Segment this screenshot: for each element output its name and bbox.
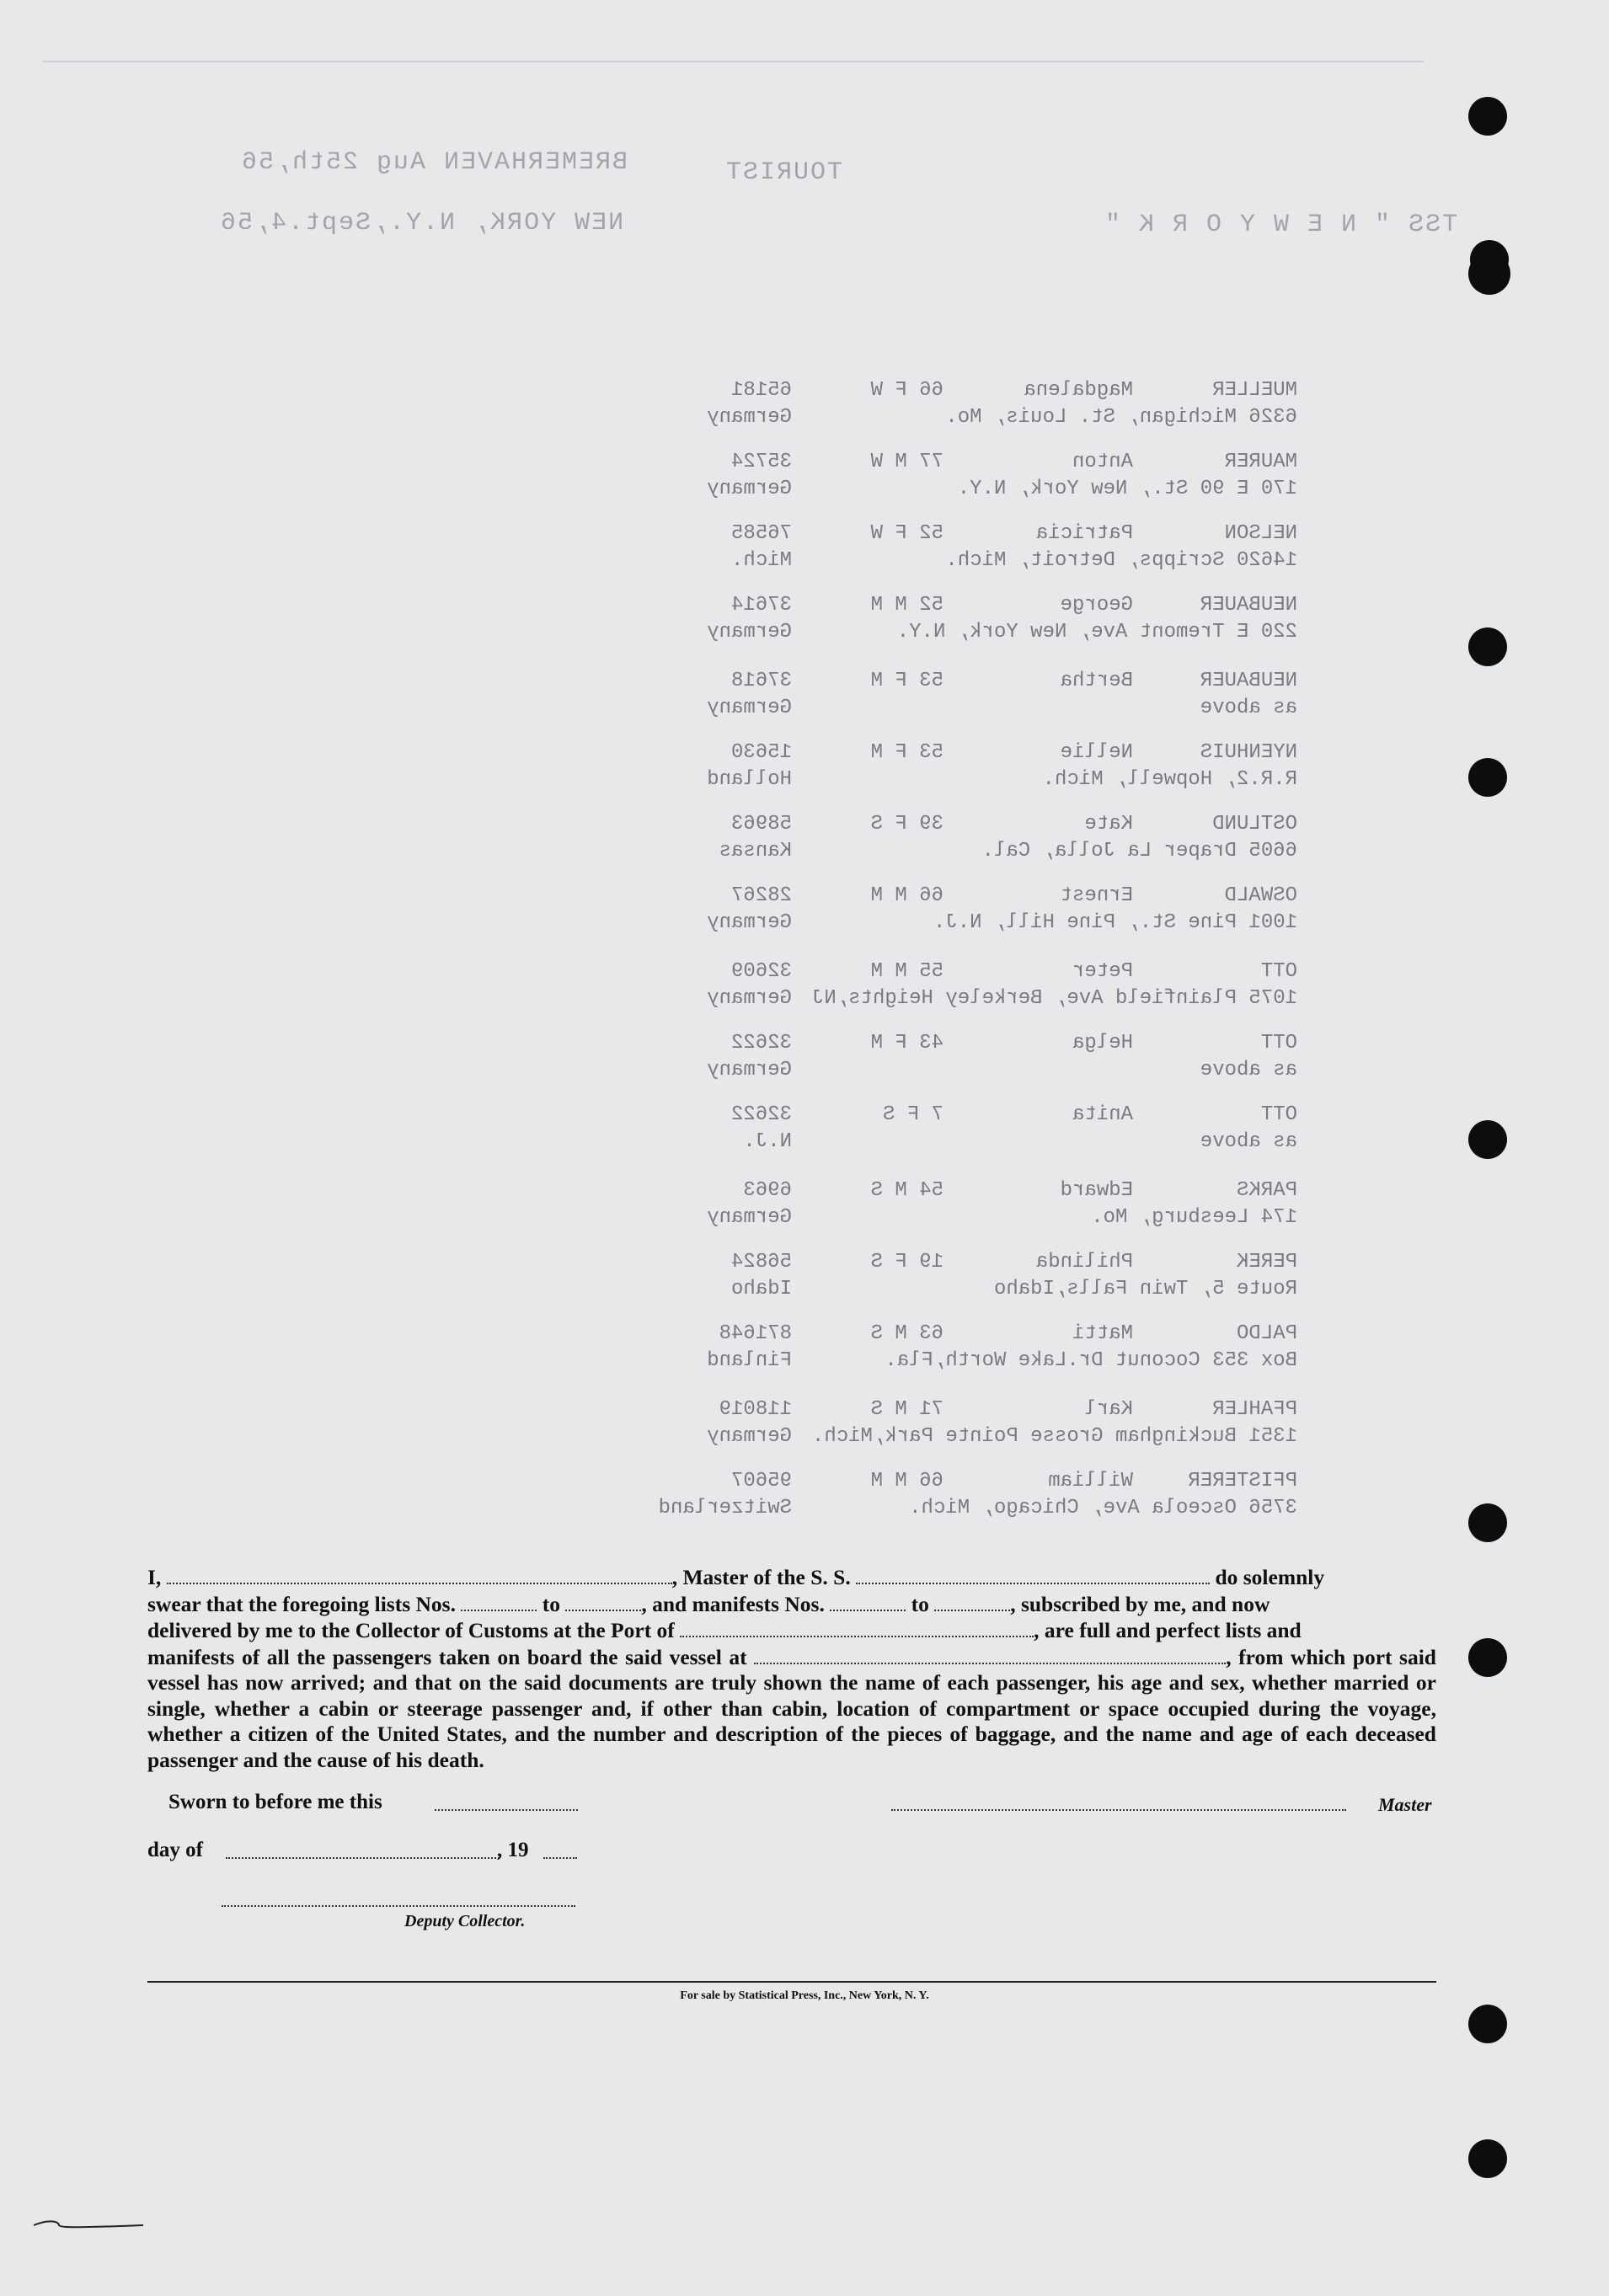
passenger-surname: PARKS	[1236, 1179, 1297, 1202]
passenger-age-sex: 54 M S	[870, 1179, 943, 1202]
oath-rest: port said vessel has now arrived; and that on the said documents are truly shown the name of each passenger, his age and sex, whether married or single, whether a cabin or steerage passenger and, if other than cabin, location of compartment or space occupied during the voyage, whether a citizen of the United States, and the number and description of the pieces of baggage, and the name and age of each deceased passenger and the cause of his death.	[147, 1644, 1436, 1772]
sworn-date-line	[435, 1809, 578, 1811]
passenger-country: Germany	[707, 911, 792, 934]
passenger-address: Box 353 Coconut Dr.Lake Worth,Fla.	[885, 1349, 1297, 1372]
passenger-age-sex: 43 F M	[870, 1032, 943, 1055]
passenger-entry	[640, 960, 1449, 1014]
bleed-date: Aug 25th,56	[240, 148, 426, 177]
passenger-surname: MUELLER	[1212, 379, 1297, 402]
passenger-age-sex: 39 F S	[870, 813, 943, 836]
passenger-country: Germany	[707, 1059, 792, 1081]
passenger-age-sex: 66 M M	[870, 1470, 943, 1492]
punch-hole	[1468, 2005, 1507, 2043]
oath-delivered: delivered by me to the Collector of Customs at the Port of	[147, 1618, 675, 1642]
passenger-address: 174 Leesburg, Mo.	[1091, 1206, 1297, 1229]
passenger-number: 32622	[730, 1032, 792, 1055]
bleed-ship: TSS " N E W Y O R K "	[1104, 211, 1458, 239]
passenger-given-name: Philinda	[1035, 1251, 1133, 1273]
passenger-surname: PEREK	[1236, 1251, 1297, 1273]
passenger-entry	[640, 1398, 1449, 1452]
passenger-country: Germany	[707, 478, 792, 500]
passenger-age-sex: 19 F S	[870, 1251, 943, 1273]
passenger-number: 76585	[730, 522, 792, 545]
passenger-age-sex: 66 F W	[870, 379, 943, 402]
blank-name	[167, 1564, 672, 1584]
passenger-given-name: Peter	[1072, 960, 1133, 983]
passenger-surname: NYENHUIS	[1200, 741, 1297, 764]
passenger-number: 118019	[719, 1398, 792, 1421]
passenger-number: 32622	[730, 1103, 792, 1126]
passenger-country: N.J.	[743, 1130, 792, 1153]
passenger-entry	[640, 1032, 1449, 1086]
passenger-surname: OTT	[1260, 1103, 1297, 1126]
passenger-entry	[640, 1179, 1449, 1233]
passenger-address: as above	[1200, 1130, 1297, 1153]
passenger-given-name: Helga	[1072, 1032, 1133, 1055]
passenger-entry	[640, 1470, 1449, 1524]
passenger-entry	[640, 670, 1449, 724]
passenger-country: Kansas	[719, 840, 792, 862]
year-label: , 19	[497, 1839, 529, 1861]
passenger-entry	[640, 813, 1449, 867]
day-of-label: day of	[147, 1839, 203, 1861]
passenger-given-name: Anton	[1072, 451, 1133, 473]
passenger-surname: OTT	[1260, 1032, 1297, 1055]
punch-hole	[1468, 2139, 1507, 2178]
passenger-age-sex: 77 M W	[870, 451, 943, 473]
passenger-given-name: Patricia	[1035, 522, 1133, 545]
oath-manifests: manifests of all the passengers taken on board the said vessel at	[147, 1644, 747, 1669]
oath-master-of: , Master of the S. S.	[671, 1565, 851, 1589]
punch-hole	[1468, 97, 1507, 136]
punch-hole	[1468, 1503, 1507, 1542]
punch-hole	[1468, 1120, 1507, 1159]
passenger-age-sex: 55 M M	[870, 960, 943, 983]
blank-manifest-from	[830, 1591, 906, 1611]
passenger-address: R.R.2, Hopwell, Mich.	[1042, 768, 1297, 791]
passenger-given-name: Edward	[1060, 1179, 1133, 1202]
passenger-entry	[640, 594, 1449, 648]
passenger-surname: OSWALD	[1224, 884, 1297, 907]
punch-hole	[1468, 253, 1510, 295]
passenger-given-name: Magdalena	[1024, 379, 1133, 402]
year-line	[543, 1857, 577, 1859]
passenger-address: 6326 Michigan, St. Louis, Mo.	[945, 406, 1297, 429]
passenger-number: 15630	[730, 741, 792, 764]
oath-to-1: to	[542, 1591, 560, 1616]
master-label: Master	[1378, 1794, 1432, 1815]
passenger-entry	[640, 1251, 1449, 1305]
passenger-address: 3756 Osceola Ave, Chicago, Mich.	[909, 1497, 1297, 1519]
passenger-given-name: William	[1048, 1470, 1133, 1492]
deputy-label: Deputy Collector.	[404, 1912, 526, 1930]
blank-list-to	[565, 1591, 641, 1611]
passenger-age-sex: 53 F M	[870, 741, 943, 764]
passenger-entry	[640, 884, 1449, 938]
passenger-address: 6605 Draper La Jolla, Cal.	[981, 840, 1297, 862]
passenger-country: Mich.	[730, 549, 792, 572]
blank-vessel-at	[754, 1644, 1226, 1664]
passenger-given-name: Kate	[1084, 813, 1133, 836]
blank-port	[680, 1617, 1034, 1637]
passenger-surname: NELSON	[1224, 522, 1297, 545]
passenger-address: 1075 Plainfield Ave, Berkeley Heights,NJ	[811, 987, 1297, 1010]
bleed-port: BREMERHAVEN	[442, 148, 628, 177]
passenger-address: as above	[1200, 697, 1297, 719]
passenger-age-sex: 53 F M	[870, 670, 943, 692]
paper-edge	[42, 61, 1424, 62]
bleed-arrival: NEW YORK, N.Y.,Sept.4,56	[219, 209, 624, 238]
sworn-label: Sworn to before me this	[168, 1791, 382, 1813]
passenger-surname: OSTLUND	[1212, 813, 1297, 836]
bleed-class: TOURIST	[724, 158, 843, 187]
passenger-number: 6963	[743, 1179, 792, 1202]
passenger-age-sex: 71 M S	[870, 1398, 943, 1421]
passenger-country: Idaho	[730, 1278, 792, 1300]
passenger-given-name: George	[1060, 594, 1133, 617]
passenger-country: Switzerland	[658, 1497, 792, 1519]
punch-hole	[1468, 627, 1507, 666]
passenger-number: 95607	[730, 1470, 792, 1492]
passenger-entry	[640, 741, 1449, 795]
passenger-entry	[640, 379, 1449, 433]
oath-swear: swear that the foregoing lists Nos.	[147, 1591, 456, 1616]
passenger-surname: NEUBAUER	[1200, 670, 1297, 692]
passenger-given-name: Bertha	[1060, 670, 1133, 692]
oath-and-manifests: , and manifests Nos.	[641, 1591, 825, 1616]
passenger-entry	[640, 1103, 1449, 1157]
passenger-age-sex: 66 M M	[870, 884, 943, 907]
passenger-country: Germany	[707, 697, 792, 719]
master-signature-line	[891, 1809, 1346, 1811]
deputy-signature-line	[222, 1905, 575, 1907]
oath-to-2: to	[911, 1591, 929, 1616]
passenger-surname: NEUBAUER	[1200, 594, 1297, 617]
oath-subscribed: , subscribed by me, and now	[1010, 1591, 1270, 1616]
blank-ship	[856, 1564, 1210, 1584]
passenger-given-name: Anita	[1072, 1103, 1133, 1126]
passenger-address: 1351 Buckingham Grosse Pointe Park,Mich.	[811, 1425, 1297, 1448]
passenger-age-sex: 52 M M	[870, 594, 943, 617]
passenger-surname: PFAHLER	[1212, 1398, 1297, 1421]
footer-imprint: For sale by Statistical Press, Inc., New York, N. Y.	[680, 1989, 929, 2002]
passenger-entry	[640, 451, 1449, 505]
passenger-surname: OTT	[1260, 960, 1297, 983]
passenger-address: 220 E Tremont Ave, New York, N.Y.	[896, 621, 1297, 643]
passenger-country: Germany	[707, 1206, 792, 1229]
passenger-age-sex: 52 F W	[870, 522, 943, 545]
passenger-country: Germany	[707, 1425, 792, 1448]
passenger-number: 32609	[730, 960, 792, 983]
footer-rule	[147, 1981, 1436, 1983]
punch-hole	[1468, 1638, 1507, 1677]
oath-full-lists: , are full and perfect lists and	[1034, 1618, 1302, 1642]
passenger-number: 37618	[730, 670, 792, 692]
passenger-country: Holland	[707, 768, 792, 791]
oath-from-which: , from which	[1226, 1644, 1346, 1669]
passenger-age-sex: 7 F S	[882, 1103, 943, 1126]
passenger-country: Germany	[707, 987, 792, 1010]
passenger-address: Route 5, Twin Falls,Idaho	[993, 1278, 1297, 1300]
day-of-line	[226, 1857, 500, 1859]
passenger-address: 170 E 90 St., New York, N.Y.	[957, 478, 1297, 500]
passenger-country: Germany	[707, 406, 792, 429]
passenger-age-sex: 63 M S	[870, 1322, 943, 1345]
pencil-mark	[25, 2207, 152, 2232]
passenger-given-name: Matti	[1072, 1322, 1133, 1345]
passenger-number: 65181	[730, 379, 792, 402]
passenger-surname: PFISTERER	[1188, 1470, 1297, 1492]
passenger-number: 58963	[730, 813, 792, 836]
oath-paragraph	[147, 1564, 1436, 1773]
passenger-number: 37614	[730, 594, 792, 617]
passenger-surname: MAURER	[1224, 451, 1297, 473]
passenger-given-name: Karl	[1084, 1398, 1133, 1421]
passenger-country: Finland	[707, 1349, 792, 1372]
passenger-address: as above	[1200, 1059, 1297, 1081]
passenger-number: 56824	[730, 1251, 792, 1273]
passenger-number: 28267	[730, 884, 792, 907]
passenger-country: Germany	[707, 621, 792, 643]
passenger-number: 35724	[730, 451, 792, 473]
passenger-number: 871648	[719, 1322, 792, 1345]
passenger-given-name: Nellie	[1060, 741, 1133, 764]
passenger-entry	[640, 522, 1449, 576]
oath-i: I,	[147, 1565, 162, 1589]
passenger-address: 1001 Pine St., Pine Hill, N.J.	[933, 911, 1297, 934]
passenger-entry	[640, 1322, 1449, 1376]
blank-manifest-to	[934, 1591, 1010, 1611]
passenger-surname: PALDO	[1236, 1322, 1297, 1345]
passenger-given-name: Ernest	[1060, 884, 1133, 907]
blank-list-from	[461, 1591, 537, 1611]
passenger-address: 14620 Scripps, Detroit, Mich.	[945, 549, 1297, 572]
punch-hole	[1468, 758, 1507, 797]
oath-do-solemnly: do solemnly	[1215, 1565, 1325, 1589]
